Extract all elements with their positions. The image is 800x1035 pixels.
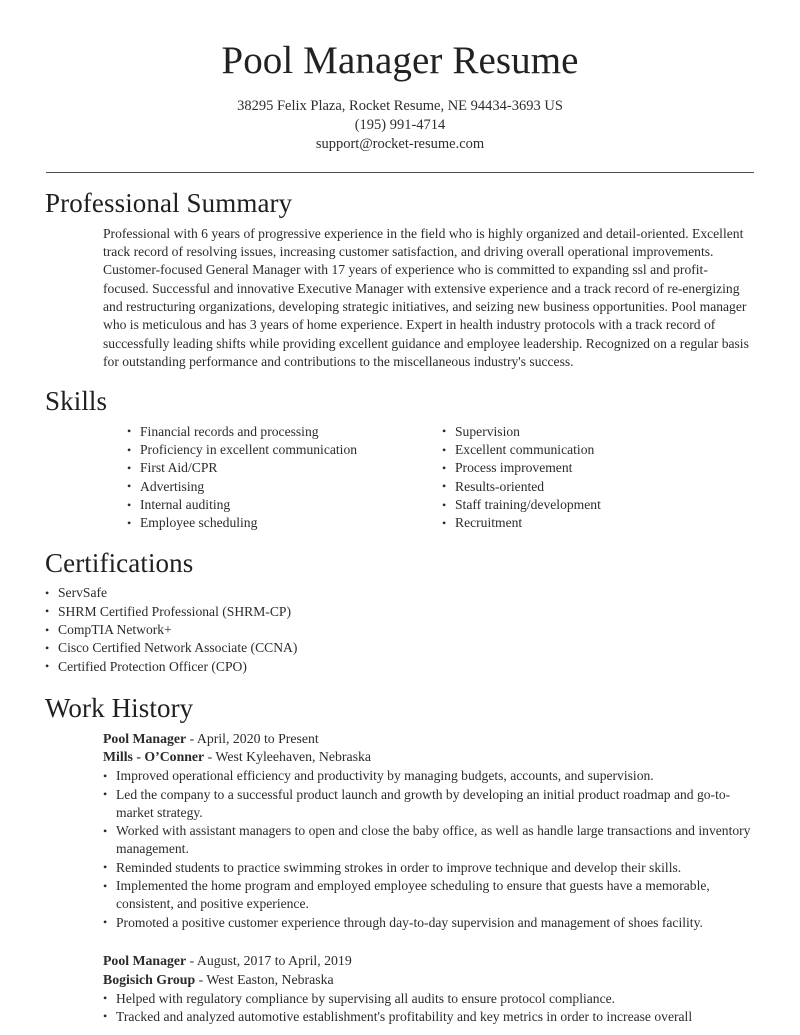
- list-item: • Implemented the home program and employed employee scheduling to ensure that guests have a memorable, consistent, and positive experience.: [103, 877, 755, 914]
- list-item: • Proficiency in excellent communication: [127, 441, 442, 459]
- list-item: • Certified Protection Officer (CPO): [45, 658, 755, 676]
- list-item: • Advertising: [127, 478, 442, 496]
- job-company: Bogisich Group: [103, 971, 196, 987]
- section-heading-work-history: Work History: [45, 692, 194, 723]
- skills-list-right: [442, 423, 742, 533]
- header-divider: [46, 172, 754, 173]
- list-item: • Tracked and analyzed automotive establishment's profitability and key metrics in order to increase overall: [103, 1008, 755, 1026]
- section-certifications: [45, 547, 755, 676]
- list-item: • Staff training/development: [442, 496, 742, 514]
- skills-list-left: [127, 423, 442, 533]
- list-item: • Employee scheduling: [127, 514, 442, 532]
- job-company-line: [103, 748, 755, 767]
- skills-columns: [45, 423, 755, 533]
- section-professional-summary: [45, 187, 755, 371]
- list-item: • Excellent communication: [442, 441, 742, 459]
- section-heading-certifications: Certifications: [45, 547, 194, 578]
- list-item: • Recruitment: [442, 514, 742, 532]
- job-title-line: [103, 952, 755, 971]
- list-item: • CompTIA Network+: [45, 621, 755, 639]
- job-entry: [45, 952, 755, 1026]
- job-entry: [45, 730, 755, 932]
- list-item: • Process improvement: [442, 459, 742, 477]
- job-bullets: [103, 990, 755, 1027]
- list-item: • Led the company to a successful product launch and growth by developing an initial product roadmap and go-to-market strategy.: [103, 786, 755, 823]
- job-location: - West Kyleehaven, Nebraska: [204, 749, 371, 765]
- contact-phone: (195) 991-4714: [354, 117, 446, 134]
- contact-address: 38295 Felix Plaza, Rocket Resume, NE 94434-3693 US: [237, 98, 563, 115]
- job-title: Pool Manager: [103, 730, 187, 746]
- job-title-line: [103, 730, 755, 749]
- list-item: • Reminded students to practice swimming strokes in order to improve technique and develop their skills.: [103, 859, 755, 877]
- job-bullets: [103, 767, 755, 932]
- list-item: • Helped with regulatory compliance by supervising all audits to ensure protocol compliance.: [103, 990, 755, 1008]
- list-item: • ServSafe: [45, 584, 755, 602]
- job-company-line: [103, 971, 755, 990]
- job-dates: - August, 2017 to April, 2019: [186, 952, 352, 968]
- list-item: • Improved operational efficiency and productivity by managing budgets, accounts, and supervision.: [103, 767, 755, 785]
- list-item: • Results-oriented: [442, 478, 742, 496]
- list-item: • Financial records and processing: [127, 423, 442, 441]
- contact-block: [45, 97, 755, 154]
- job-location: - West Easton, Nebraska: [195, 971, 334, 987]
- section-work-history: [45, 692, 755, 1026]
- job-company: Mills - O’Conner: [103, 749, 205, 765]
- job-dates: - April, 2020 to Present: [186, 730, 319, 746]
- job-title: Pool Manager: [103, 952, 187, 968]
- page-title: Pool Manager Resume: [221, 39, 579, 82]
- list-item: • Internal auditing: [127, 496, 442, 514]
- certifications-list: [45, 584, 755, 675]
- list-item: • Cisco Certified Network Associate (CCNA): [45, 639, 755, 657]
- section-heading-summary: Professional Summary: [45, 188, 293, 219]
- section-heading-skills: Skills: [45, 386, 108, 417]
- list-item: • First Aid/CPR: [127, 459, 442, 477]
- list-item: • Worked with assistant managers to open and close the baby office, as well as handle large transactions and inventory management.: [103, 822, 755, 859]
- list-item: • Promoted a positive customer experience through day-to-day supervision and management of shoes facility.: [103, 914, 755, 932]
- section-skills: [45, 385, 755, 533]
- list-item: • Supervision: [442, 423, 742, 441]
- list-item: • SHRM Certified Professional (SHRM-CP): [45, 603, 755, 621]
- summary-text: Professional with 6 years of progressive experience in the field who is highly organized and detail-oriented. Excellent track record of resolving issues, increasing customer satisfaction, and driving overall operational improvements. Customer-focused General Manager with 17 years of experience who is committed to expanding ssl and profit-focused. Successful and innovative Executive Manager with extensive experience and a track record of re-energizing and restructuring organizations, developing strategic initiatives, and seizing new business opportunities. Pool manager who is meticulous and has 3 years of home experience. Expert in health industry protocols with a track record of successfully leading shifts while providing excellent guidance and employee leadership. Recognized on a regular basis for outstanding performance and contributions to the miscellaneous industry's success.: [103, 225, 749, 369]
- contact-email: support@rocket-resume.com: [315, 136, 485, 153]
